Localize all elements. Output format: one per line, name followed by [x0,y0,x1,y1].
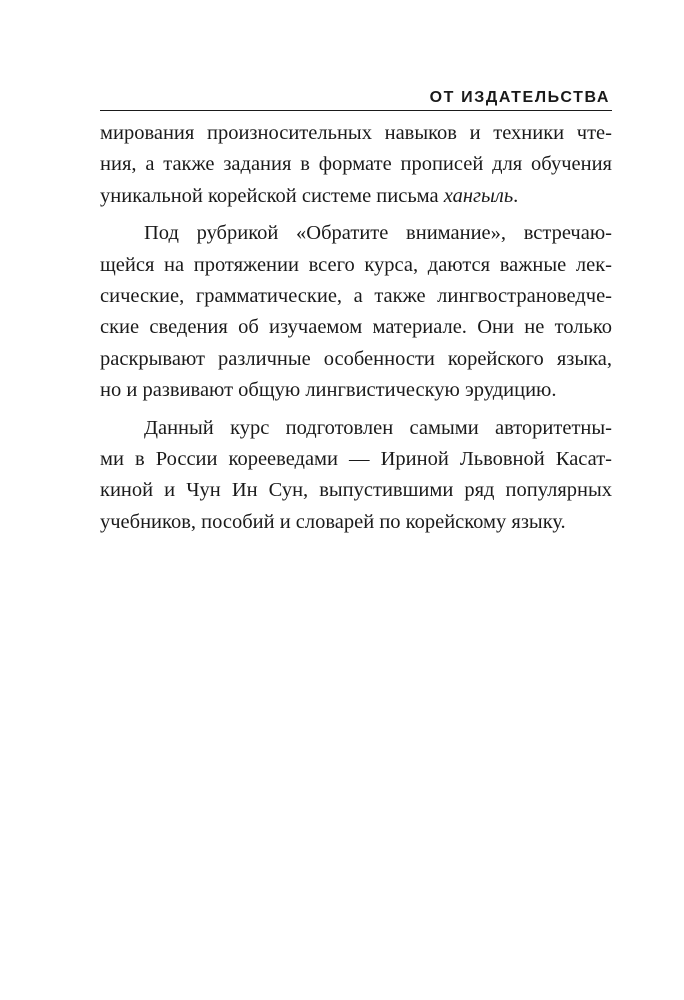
paragraph-2 [100,218,612,406]
text-line: учебников, пособий и словарей по корейскому языку. [100,510,566,533]
text-line: мирования произносительных навыков и техники чте- [100,122,612,144]
running-head: ОТ ИЗДАТЕЛЬСТВА [429,89,610,106]
paragraph-1 [100,118,612,212]
body-text [100,118,612,538]
paragraph-3 [100,413,612,539]
text-line: раскрывают различные особенности корейского языка, [100,347,612,370]
text-line: ния, а также задания в формате прописей для обучения [100,153,612,176]
book-page [100,88,612,538]
text-line [100,181,612,212]
text-segment: . [513,184,519,207]
text-line: ские сведения об изучаемом материале. Они не только [100,316,612,339]
text-line: сические, грамматические, а также лингвострановедче- [100,284,612,307]
text-line: киной и Чун Ин Сун, выпустившими ряд популярных [100,479,612,502]
header-rule [100,110,612,111]
text-line: Данный курс подготовлен самыми авторитетны- [144,416,612,439]
text-line: Под рубрикой «Обратите внимание», встречаю- [144,222,612,245]
text-line: ми в России корееведами — Ириной Львовной Касат- [100,447,612,470]
text-line: щейся на протяжении всего курса, даются важные лек- [100,253,612,276]
text-line: но и развивают общую лингвистическую эрудицию. [100,379,557,402]
text-segment: уникальной корейской системе письма [100,184,444,207]
italic-term: хангыль [443,184,514,207]
